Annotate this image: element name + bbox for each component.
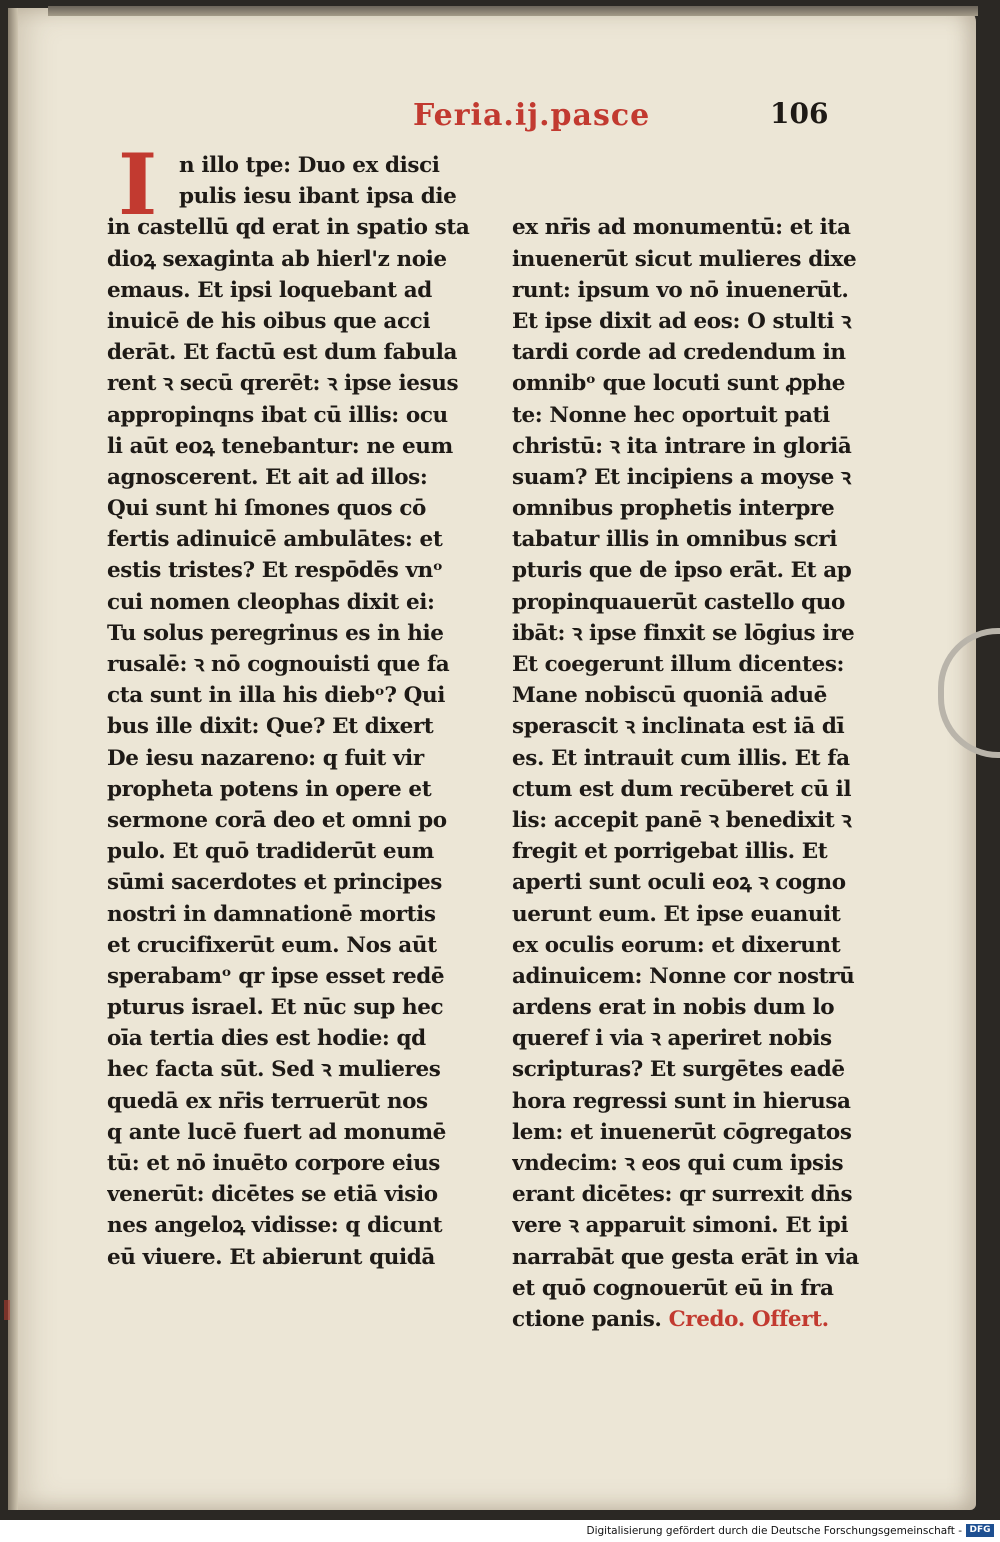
text-line: nostri in damnationē mortis [107, 901, 436, 927]
text-line: fertis adinuicē ambulātes: et [107, 527, 443, 553]
text-line: agnoscerent. Et ait ad illos: [107, 464, 428, 490]
text-line: ibāt: ꝛ ipse finxit se lōgius ire [512, 620, 855, 646]
text-line: inuenerūt sicut mulieres dixe [512, 246, 857, 272]
text-line: adinuicem: Nonne cor nostrū [512, 963, 855, 989]
text-line: venerūt: dicētes se etiā visio [107, 1182, 438, 1208]
text-line: propinquauerūt castello quo [512, 589, 845, 615]
text-line: vndecim: ꝛ eos qui cum ipsis [512, 1151, 844, 1177]
text-line: cui nomen cleophas dixit ei: [107, 589, 435, 615]
text-line: christū: ꝛ ita intrare in gloriā [512, 433, 852, 459]
text-line: fregit et porrigebat illis. Et [512, 839, 828, 865]
text-line: omnibᵒ que locuti sunt ꝓphe [512, 371, 846, 397]
text-line: inuicē de his oibus que acci [107, 308, 431, 334]
footer-credit: Digitalisierung gefördert durch die Deutsche Forschungsgemeinschaft - [586, 1525, 962, 1537]
text-line: hora regressi sunt in hierusa [512, 1088, 851, 1114]
text-line: sermone corā deo et omni po [107, 807, 447, 833]
text-line: te: Nonne hec oportuit pati [512, 402, 830, 428]
text-line: propheta potens in opere et [107, 776, 432, 802]
text-line: sperabamᵒ qr ipse esset redē [107, 963, 445, 989]
text-line: appropinqns ibat cū illis: ocu [107, 402, 448, 428]
decorated-initial: I [118, 135, 158, 234]
text-line: cta sunt in illa his diebᵒ? Qui [107, 683, 445, 709]
text-line: sperascit ꝛ inclinata est iā dī [512, 714, 845, 740]
text-line: estis tristes? Et respōdēs vnᵒ [107, 558, 443, 584]
dfg-logo: DFG [966, 1524, 994, 1537]
text-line-final [512, 1304, 890, 1335]
text-line: scripturas? Et surgētes eadē [512, 1057, 845, 1083]
page-edge [48, 6, 978, 16]
text-line: ex oculis eorum: et dixerunt [512, 932, 841, 958]
text-line: li aūt eoꝝ tenebantur: ne eum [107, 433, 453, 459]
text-line: pulis iesu ibant ipsa die [179, 184, 457, 210]
text-line: uerunt eum. Et ipse euanuit [512, 901, 841, 927]
text-line: lem: et inuenerūt cōgregatos [512, 1119, 852, 1145]
text-line: runt: ipsum vo nō inuenerūt. [512, 277, 849, 303]
text-line: vere ꝛ apparuit simoni. Et ipi [512, 1213, 849, 1239]
text-line: De iesu nazareno: q fuit vir [107, 745, 424, 771]
text-line: Mane nobiscū quoniā aduē [512, 683, 827, 709]
text-line: rent ꝛ secū qrerēt: ꝛ ipse iesus [107, 371, 459, 397]
text-line: et quō cognouerūt eū in fra [512, 1275, 834, 1301]
text-line: q ante lucē fuert ad monumē [107, 1119, 446, 1145]
left-text-column [107, 135, 491, 1273]
text-line: dioꝝ sexaginta ab hierl'z noie [107, 246, 447, 272]
text-line: emaus. Et ipsi loquebant ad [107, 277, 432, 303]
text-line: tabatur illis in omnibus scri [512, 527, 837, 553]
text-line: omnibus prophetis interpre [512, 496, 835, 522]
text-fragment: ctione panis. [512, 1306, 662, 1332]
margin-mark [4, 1300, 10, 1320]
text-line: tū: et nō inuēto corpore eius [107, 1151, 441, 1176]
text-line: erant dicētes: qr surrexit dn̄s [512, 1182, 853, 1208]
text-line: pturis que de ipso erāt. Et ap [512, 558, 852, 584]
text-line: pturus israel. Et nūc sup hec [107, 995, 444, 1021]
text-line: Tu solus peregrinus es in hie [107, 620, 444, 646]
running-head: Feria.ij.pasce [413, 98, 651, 133]
text-line: queref i via ꝛ aperiret nobis [512, 1026, 832, 1052]
text-line: narrabāt que gesta erāt in via [512, 1244, 859, 1270]
text-line: rusalē: ꝛ nō cognouisti que fa [107, 652, 450, 677]
folio-number: 106 [770, 97, 829, 130]
text-line: eū viuere. Et abierunt quidā [107, 1244, 435, 1270]
text-line: quedā ex nr̄is terruerūt nos [107, 1088, 428, 1114]
text-line: lis: accepit panē ꝛ benedixit ꝛ [512, 807, 852, 833]
text-line: nes angeloꝝ vidisse: q dicunt [107, 1213, 443, 1239]
text-line: pulo. Et quō tradiderūt eum [107, 839, 434, 865]
text-line: sūmi sacerdotes et principes [107, 870, 442, 896]
text-line: ardens erat in nobis dum lo [512, 995, 835, 1021]
text-line: n illo tpe: Duo ex disci [179, 153, 440, 178]
text-line: ex nr̄is ad monumentū: et ita [512, 215, 851, 241]
text-line: oīa tertia dies est hodie: qd [107, 1026, 426, 1052]
text-line: in castellū qd erat in spatio sta [107, 215, 470, 241]
text-line: Et coegerunt illum dicentes: [512, 652, 845, 678]
text-line: derāt. Et factū est dum fabula [107, 340, 458, 366]
text-line: hec facta sūt. Sed ꝛ mulieres [107, 1057, 441, 1083]
rubric-credo: Credo. [668, 1306, 745, 1332]
text-line: Qui sunt hi ſmones quos cō [107, 496, 426, 522]
rubric-offert: Offert. [751, 1306, 829, 1332]
page-gutter [8, 8, 18, 1510]
text-line: es. Et intrauit cum illis. Et fa [512, 745, 850, 771]
text-line: ctum est dum recūberet cū il [512, 776, 852, 802]
text-line: bus ille dixit: Que? Et dixert [107, 714, 434, 740]
text-line: et crucifixerūt eum. Nos aūt [107, 932, 437, 958]
text-line: aperti sunt oculi eoꝝ ꝛ cogno [512, 870, 846, 896]
text-line: Et ipse dixit ad eos: O stulti ꝛ [512, 308, 851, 334]
text-line: tardi corde ad credendum in [512, 340, 846, 366]
text-line: suam? Et incipiens a moyse ꝛ [512, 464, 851, 490]
right-text-column [512, 150, 890, 1335]
